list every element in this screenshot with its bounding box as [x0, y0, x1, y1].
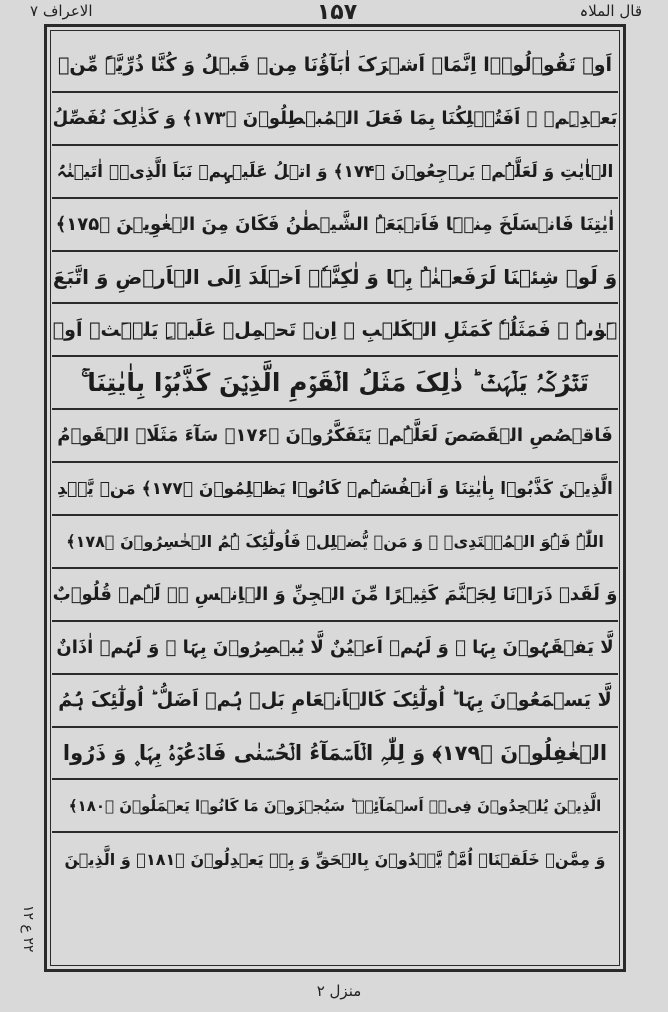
- verse-line-6: ہَوٰىہُ ۚ فَمَثَلُہٗ کَمَثَلِ الۡکَلۡبِ ۚ اِنۡ تَحۡمِلۡ عَلَیۡہِ یَلۡہَثۡ اَوۡ: [52, 304, 618, 357]
- verse-line-1: اَوۡ تَقُوۡلُوۡۤا اِنَّمَاۤ اَشۡرَکَ اٰبَآؤُنَا مِنۡ قَبۡلُ وَ کُنَّا ذُرِّیَّۃً مِّنۡ: [52, 40, 618, 93]
- verse-line-5: وَ لَوۡ شِئۡنَا لَرَفَعۡنٰہُ بِہَا وَ لٰکِنَّہٗۤ اَخۡلَدَ اِلَی الۡاَرۡضِ وَ اتَّبَعَ: [52, 252, 618, 305]
- page-number: ۱۵۷: [316, 0, 358, 25]
- verse-line-13: لَّا یَسۡمَعُوۡنَ بِہَا ؕ اُولٰٓئِکَ کَالۡاَنۡعَامِ بَلۡ ہُمۡ اَضَلُّ ؕ اُولٰٓئِکَ ہُمُ: [52, 675, 618, 728]
- verse-line-15: الَّذِیۡنَ یُلۡحِدُوۡنَ فِیۡۤ اَسۡمَآئِہٖ ؕ سَیُجۡزَوۡنَ مَا کَانُوۡا یَعۡمَلُوۡنَ ﴿۱۸۰﴾: [52, 780, 618, 833]
- verse-line-4: اٰیٰتِنَا فَانۡسَلَخَ مِنۡہَا فَاَتۡبَعَہُ الشَّیۡطٰنُ فَکَانَ مِنَ الۡغٰوِیۡنَ ﴿۱۷۵﴾: [52, 199, 618, 252]
- verse-line-14: الۡغٰفِلُوۡنَ ﴿۱۷۹﴾ وَ لِلّٰہِ الۡاَسۡمَآءُ الۡحُسۡنٰی فَادۡعُوۡہُ بِہَا ۪ وَ ذَرُوا: [52, 728, 618, 781]
- verse-line-2: بَعۡدِہِمۡ ۚ اَفَتُہۡلِکُنَا بِمَا فَعَلَ الۡمُبۡطِلُوۡنَ ﴿۱۷۳﴾ وَ کَذٰلِکَ نُفَصِّلُ: [52, 93, 618, 146]
- verse-line-16: وَ مِمَّنۡ خَلَقۡنَاۤ اُمَّۃٌ یَّہۡدُوۡنَ بِالۡحَقِّ وَ بِہٖ یَعۡدِلُوۡنَ ﴿۱۸۱﴾ وَ الَّذِیۡنَ: [64, 850, 606, 870]
- verse-line-10: اللّٰہُ فَہُوَ الۡمُہۡتَدِیۡ ۚ وَ مَنۡ یُّضۡلِلۡ فَاُولٰٓئِکَ ہُمُ الۡخٰسِرُوۡنَ ﴿۱۷۸﴾: [52, 516, 618, 569]
- manzil-label: منزل ۲: [316, 982, 362, 1000]
- verse-line-3: الۡاٰیٰتِ وَ لَعَلَّہُمۡ یَرۡجِعُوۡنَ ﴿۱۷۴﴾ وَ اتۡلُ عَلَیۡہِمۡ نَبَاَ الَّذِیۡۤ اٰتَیۡنٰہُ: [52, 146, 618, 199]
- juz-name: قال الملاہ: [579, 2, 642, 20]
- verse-line-7: تَتۡرُکۡہُ یَلۡہَثۡ ؕ ذٰلِکَ مَثَلُ الۡقَوۡمِ الَّذِیۡنَ کَذَّبُوۡا بِاٰیٰتِنَا ۚ: [52, 357, 618, 410]
- verse-line-12: لَّا یَفۡقَہُوۡنَ بِہَا ۫ وَ لَہُمۡ اَعۡیُنٌ لَّا یُبۡصِرُوۡنَ بِہَا ۫ وَ لَہُمۡ اٰذَانٌ: [52, 622, 618, 675]
- ruku-marker: ۲۲ ع ۱۲: [20, 905, 36, 953]
- verse-lines: [52, 40, 618, 886]
- verse-line-11: وَ لَقَدۡ ذَرَاۡنَا لِجَہَنَّمَ کَثِیۡرًا مِّنَ الۡجِنِّ وَ الۡاِنۡسِ ۫ۖ لَہُمۡ قُلُوۡبٌ: [52, 569, 618, 622]
- verse-line-9: الَّذِیۡنَ کَذَّبُوۡا بِاٰیٰتِنَا وَ اَنۡفُسَہُمۡ کَانُوۡا یَظۡلِمُوۡنَ ﴿۱۷۷﴾ مَنۡ یَّہۡدِ: [52, 463, 618, 516]
- surah-name: الاعراف ۷: [30, 2, 93, 20]
- verse-line-8: فَاقۡصُصِ الۡقَصَصَ لَعَلَّہُمۡ یَتَفَکَّرُوۡنَ ﴿۱۷۶﴾ سَآءَ مَثَلَاۨ الۡقَوۡمُ: [52, 410, 618, 463]
